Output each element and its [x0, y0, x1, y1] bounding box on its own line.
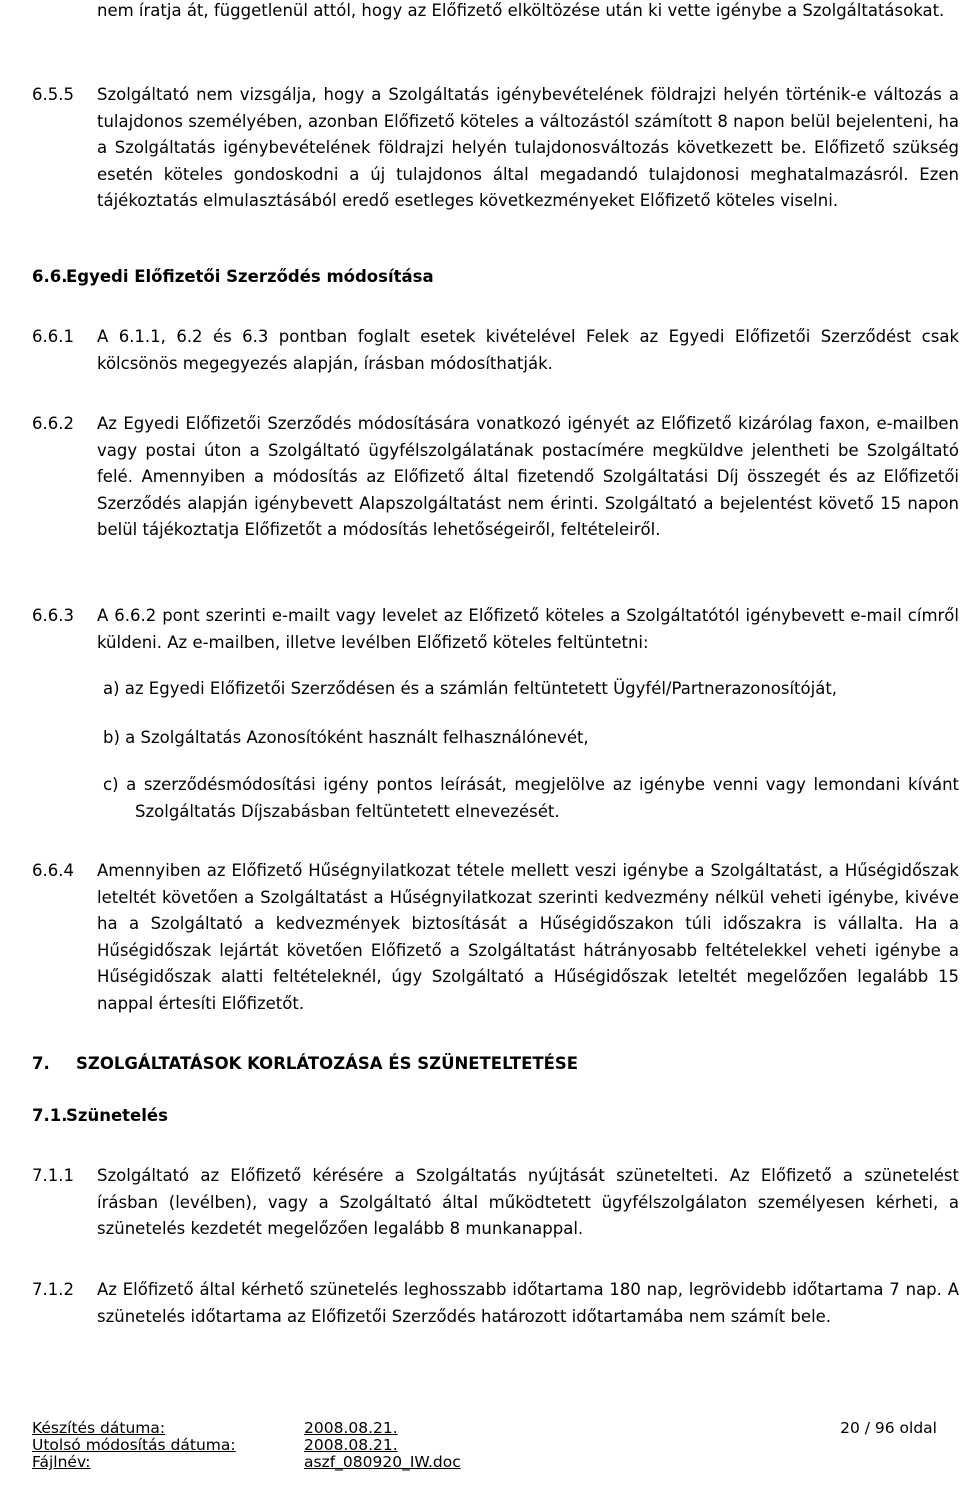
section-number-6-6-4: 6.6.4	[32, 861, 74, 880]
footer-file-value: aszf_080920_IW.doc	[304, 1453, 461, 1471]
section-number-6-6-2: 6.6.2	[32, 414, 74, 433]
list-item-c: c) a szerződésmódosítási igény pontos leírását, megjelölve az igénybe venni vagy lemondani kívánt Szolgáltatás Díjszabásban feltüntetett elnevezését.	[103, 775, 959, 821]
section-title-7-1: Szünetelés	[66, 1106, 168, 1125]
footer-modified-label: Utolsó módosítás dátuma:	[32, 1436, 236, 1454]
section-number-6-5-5: 6.5.5	[32, 85, 74, 104]
section-number-6-6-1: 6.6.1	[32, 327, 74, 346]
page-footer	[32, 1420, 937, 1471]
footer-created-value: 2008.08.21.	[304, 1419, 398, 1437]
list-item-b: b) a Szolgáltatás Azonosítóként használt felhasználónevét,	[103, 728, 589, 747]
section-number-7-1-2: 7.1.2	[32, 1280, 74, 1299]
paragraph-6-6-1: A 6.1.1, 6.2 és 6.3 pontban foglalt esetek kivételével Felek az Egyedi Előfizetői Szerződést csak kölcsönös megegyezés alapján, írásban módosíthatják.	[97, 327, 959, 373]
paragraph-6-6-3: A 6.6.2 pont szerinti e-mailt vagy levelet az Előfizető köteles a Szolgáltatótól igénybevett e-mail címről küldeni. Az e-mailben, illetve levélben Előfizető köteles feltüntetni:	[97, 606, 959, 652]
paragraph-6-6-4: Amennyiben az Előfizető Hűségnyilatkozat tétele mellett veszi igénybe a Szolgáltatást, a Hűségidőszak leteltét követően a Szolgáltatást a Hűségnyilatkozat szerinti kedvezmény nélkül veheti igénybe, kivéve ha a Szolgáltató a kedvezmények biztosítását a Hűségidőszakon túli időszakra is vállalta. Ha a Hűségidőszak lejártát követően Előfizető a Szolgáltatást hátrányosabb feltételekkel veheti igénybe a Hűségidőszak alatti feltételeknél, úgy Szolgáltató a Hűségidőszak leteltét megelőzően legalább 15 nappal értesíti Előfizetőt.	[97, 861, 959, 1013]
paragraph-6-6-2: Az Egyedi Előfizetői Szerződés módosítására vonatkozó igényét az Előfizető kizárólag faxon, e-mailben vagy postai úton a Szolgáltató ügyfélszolgálatának postacímére megküldve jelentheti be Szolgáltató felé. Amennyiben a módosítás az Előfizető által fizetendő Szolgáltatási Díj összegét és az Előfizetői Szerződés alapján igénybevett Alapszolgáltatást nem érinti. Szolgáltató a bejelentést követő 15 napon belül tájékoztatja Előfizetőt a módosítás lehetőségeiről, feltételeiről.	[97, 414, 959, 539]
footer-created-label: Készítés dátuma:	[32, 1419, 166, 1437]
section-number-6-6-3: 6.6.3	[32, 606, 74, 625]
section-number-7-1-1: 7.1.1	[32, 1166, 74, 1185]
paragraph-7-1-1: Szolgáltató az Előfizető kérésére a Szolgáltatás nyújtását szünetelteti. Az Előfizető a szünetelést írásban (levélben), vagy a Szolgáltató által működtetett ügyfélszolgálaton személyesen kérheti, a szünetelés kezdetét megelőzően legalább 8 munkanappal.	[97, 1166, 959, 1238]
list-item-a: a) az Egyedi Előfizetői Szerződésen és a számlán feltüntetett Ügyfél/Partnerazonosítóját,	[103, 679, 838, 698]
chapter-number-7: 7.	[32, 1054, 50, 1073]
paragraph-6-5-5: Szolgáltató nem vizsgálja, hogy a Szolgáltatás igénybevételének földrajzi helyén történik-e változás a tulajdonos személyében, azonban Előfizető köteles a változástól számított 8 napon belül bejelenteni, ha a Szolgáltatás igénybevételének földrajzi helyén tulajdonosváltozás következett be. Előfizető szükség esetén köteles gondoskodni a új tulajdonos által megadandó tulajdonosi meghatalmazásról. Ezen tájékoztatás elmulasztásából eredő esetleges következményeket Előfizető köteles viselni.	[97, 85, 959, 210]
section-number-7-1: 7.1.	[32, 1106, 68, 1125]
section-number-6-6: 6.6.	[32, 267, 68, 286]
intro-paragraph: nem íratja át, függetlenül attól, hogy az Előfizető elköltözése után ki vette igénybe a Szolgáltatásokat.	[97, 1, 945, 20]
chapter-title-7: SZOLGÁLTATÁSOK KORLÁTOZÁSA ÉS SZÜNETELTETÉSE	[76, 1054, 579, 1073]
footer-page-number: 20 / 96 oldal	[840, 1419, 937, 1437]
paragraph-7-1-2: Az Előfizető által kérhető szünetelés leghosszabb időtartama 180 nap, legrövidebb időtartama 7 nap. A szünetelés időtartama az Előfizetői Szerződés határozott időtartamába nem számít bele.	[97, 1280, 959, 1326]
footer-modified-value: 2008.08.21.	[304, 1436, 398, 1454]
footer-file-label: Fájlnév:	[32, 1453, 91, 1471]
section-title-6-6: Egyedi Előfizetői Szerződés módosítása	[66, 267, 434, 286]
